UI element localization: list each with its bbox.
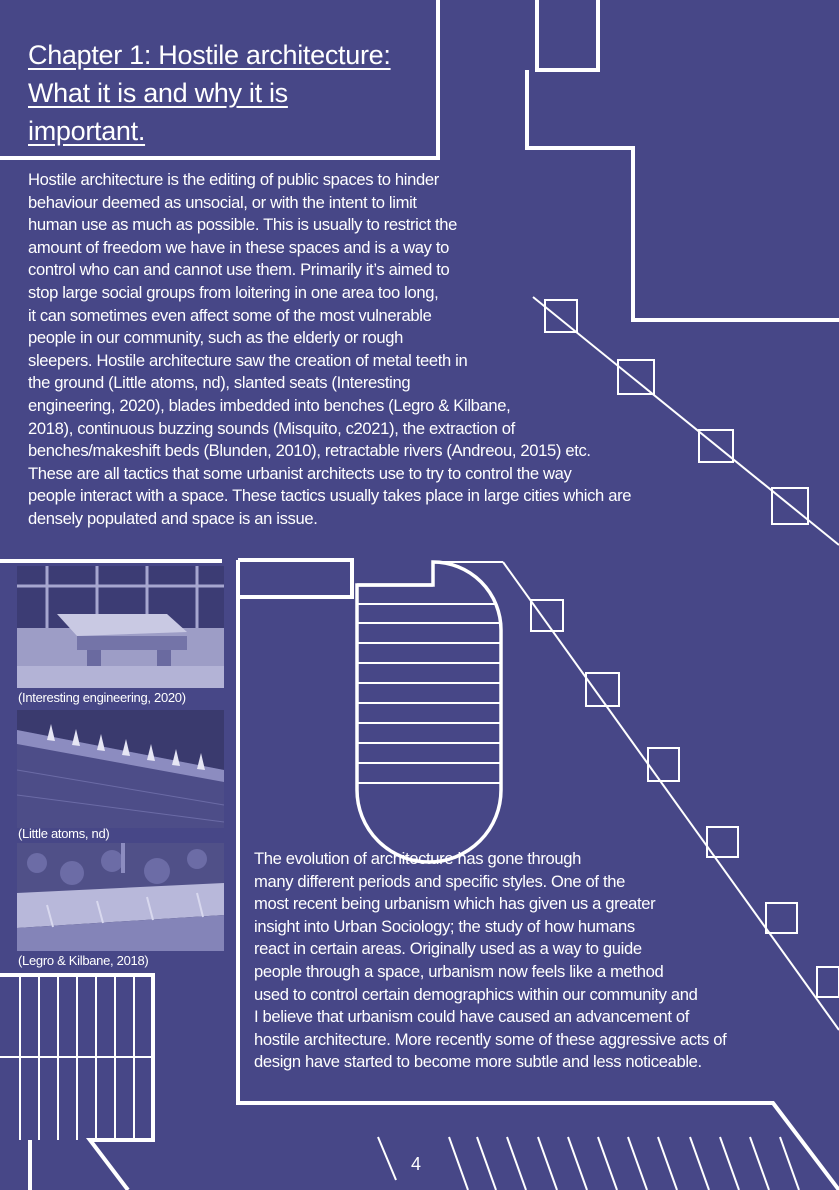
paragraph-line: The evolution of architecture has gone through (254, 849, 582, 868)
paragraph-line: behaviour deemed as unsocial, or with the intent to limit (28, 192, 417, 212)
paragraph-line: many different periods and specific styles. One of the (254, 871, 625, 891)
paragraph-line: design have started to become more subtle and less noticeable. (254, 1052, 702, 1072)
paragraph-line: people through a space, urbanism now feels like a method (254, 961, 664, 981)
paragraph-line: the ground (Little atoms, nd), slanted seats (Interesting (28, 373, 411, 393)
title-line: Chapter 1: Hostile architecture: (28, 40, 391, 70)
paragraph-line: it can sometimes even affect some of the most vulnerable (28, 305, 432, 325)
paragraph-line: react in certain areas. Originally used as a way to guide (254, 939, 642, 959)
intro-paragraph (28, 169, 631, 531)
paragraph-line: 2018), continuous buzzing sounds (Misquito, c2021), the extraction of (28, 418, 515, 438)
page-number: 4 (411, 1154, 422, 1174)
paragraph-line: I believe that urbanism could have caused an advancement of (254, 1007, 690, 1027)
paragraph-line: hostile architecture. More recently some of these aggressive acts of (254, 1029, 727, 1049)
title-line: important. (28, 116, 146, 146)
slanted-bench-photo (17, 566, 224, 688)
paragraph-line: most recent being urbanism which has given us a greater (254, 894, 656, 914)
paragraph-line: sleepers. Hostile architecture saw the creation of metal teeth in (28, 350, 468, 370)
paragraph-line: stop large social groups from loitering in one area too long, (28, 282, 439, 302)
stair-capsule (357, 562, 501, 862)
paragraph-line: insight into Urban Sociology; the study of how humans (254, 916, 635, 936)
photo-caption: (Legro & Kilbane, 2018) (18, 953, 149, 968)
building-outline-top (537, 0, 598, 70)
paragraph-line: control who can and cannot use them. Primarily it’s aimed to (28, 260, 450, 280)
evolution-paragraph (254, 848, 726, 1074)
photo-caption: (Little atoms, nd) (18, 826, 110, 841)
title-line: What it is and why it is (28, 78, 288, 108)
paragraph-line: amount of freedom we have in these spaces and is a way to (28, 237, 449, 257)
photo-caption: (Interesting engineering, 2020) (18, 690, 186, 705)
paragraph-line: densely populated and space is an issue. (28, 508, 318, 528)
metal-spikes-photo (17, 710, 224, 828)
paragraph-line: Hostile architecture is the editing of public spaces to hinder (28, 170, 439, 189)
chapter-title (28, 36, 428, 150)
ledge-blades-photo (17, 843, 224, 951)
paragraph-line: people in our community, such as the elderly or rough (28, 328, 403, 348)
paragraph-line: engineering, 2020), blades imbedded into benches (Legro & Kilbane, (28, 395, 511, 415)
paragraph-line: benches/makeshift beds (Blunden, 2010), retractable rivers (Andreou, 2015) etc. (28, 441, 591, 461)
paragraph-line: These are all tactics that some urbanist architects use to try to control the way (28, 463, 572, 483)
paragraph-line: human use as much as possible. This is usually to restrict the (28, 215, 457, 235)
paragraph-line: used to control certain demographics within our community and (254, 984, 698, 1004)
paragraph-line: people interact with a space. These tactics usually takes place in large cities which are (28, 486, 632, 506)
